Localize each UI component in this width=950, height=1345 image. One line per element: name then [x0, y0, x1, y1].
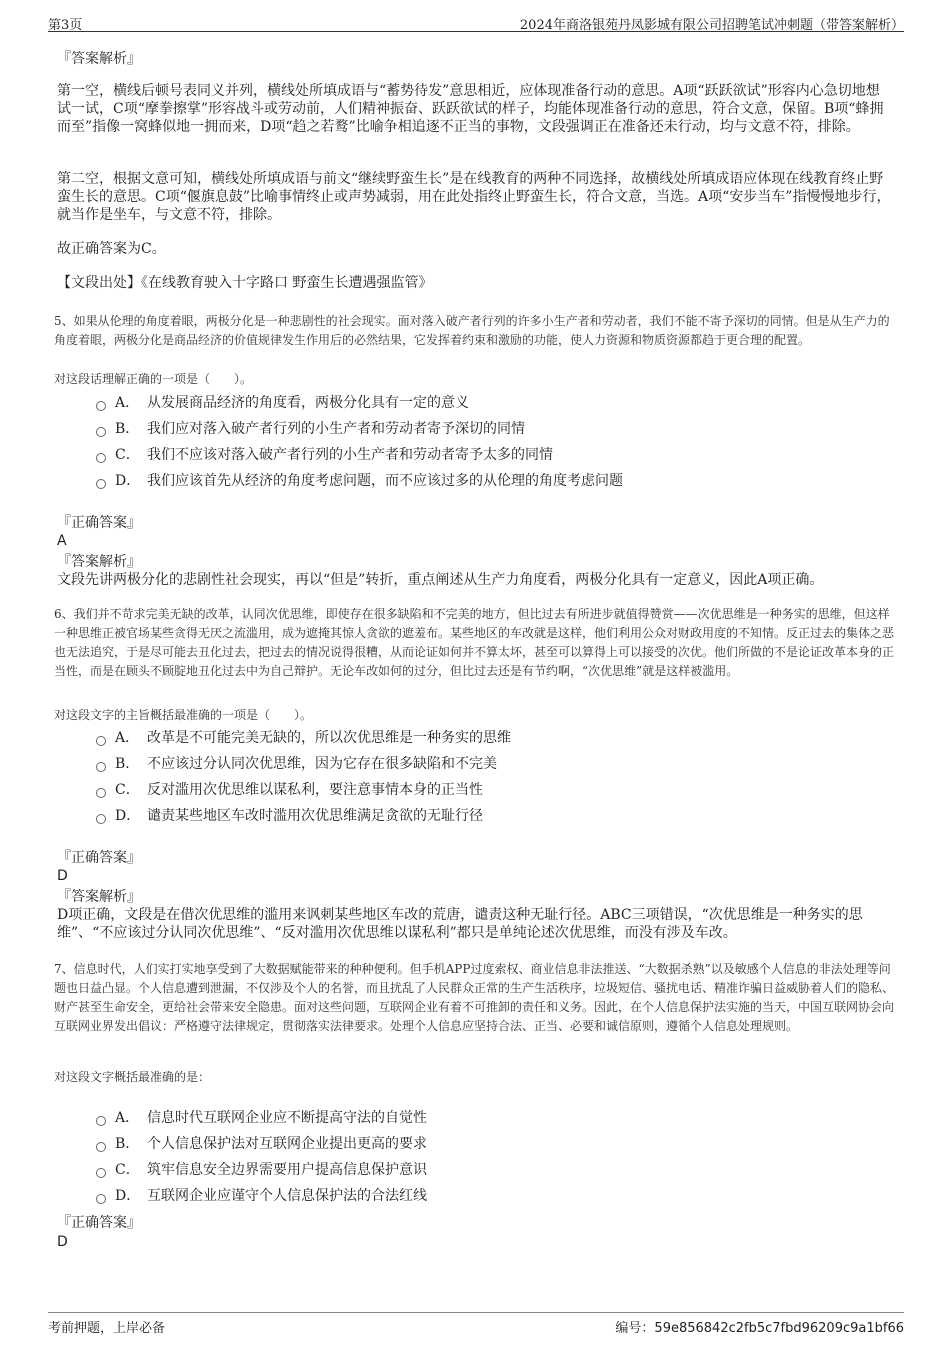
q5-answer: A — [57, 533, 67, 549]
q7-option-c[interactable]: C． 筑牢信息安全边界需要用户提高信息保护意识 — [96, 1160, 427, 1180]
radio-icon[interactable] — [96, 427, 106, 437]
page-footer — [48, 1312, 904, 1336]
q6-option-b[interactable]: B． 不应该过分认同次优思维，因为它存在很多缺陷和不完美 — [96, 754, 497, 774]
q6-option-c[interactable]: C． 反对滥用次优思维以谋私利，要注意事情本身的正当性 — [96, 780, 483, 800]
radio-icon[interactable] — [96, 1168, 106, 1178]
radio-icon[interactable] — [96, 1116, 106, 1126]
radio-icon[interactable] — [96, 401, 106, 411]
q7-stem: 7、信息时代，人们实打实地享受到了大数据赋能带来的种种便利。但手机APP过度索权、商业信息非法推送、“大数据杀熟”以及敏感个人信息的非法处理等问题也日益凸显。个人信息遭到泄漏，不仅涉及个人的名誉，而且扰乱了人民群众正常的生产生活秩序，垃圾短信、骚扰电话、精准诈骗日益威胁着人们的隐私、财产甚至生命安全，更给社会带来安全隐患。面对这些问题，互联网企业有着不可推卸的责任和义务。因此，在个人信息保护法实施的当天，中国互联网协会向互联网业界发出倡议：严格遵守法律规定，贯彻落实法律要求。处理个人信息应坚持合法、正当、必要和诚信原则，遵循个人信息处理规则。 — [54, 962, 895, 1033]
q5-option-c[interactable]: C． 我们不应该对落入破产者行列的小生产者和劳动者寄予太多的同情 — [96, 445, 553, 465]
radio-icon[interactable] — [96, 736, 106, 746]
page-header — [48, 8, 904, 32]
q6-option-d[interactable]: D． 谴责某些地区车改时滥用次优思维满足贪欲的无耻行径 — [96, 806, 483, 826]
radio-icon[interactable] — [96, 1194, 106, 1204]
q5-question: 对这段话理解正确的一项是（ ）。 — [54, 372, 253, 386]
q4-analysis-para2: 第二空，根据文意可知，横线处所填成语与前文“继续野蛮生长”是在线教育的两种不同选择，故横线处所填成语应体现在线教育终止野蛮生长的意思。C项“偃旗息鼓”比喻事情终止或声势减弱，用在此处指终止野蛮生长，符合文意，当选。A项“安步当车”指慢慢地步行，就当作是坐车，与文意不符，排除。 — [57, 171, 891, 223]
q5-option-d[interactable]: D． 我们应该首先从经济的角度考虑问题，而不应该过多的从伦理的角度考虑问题 — [96, 471, 623, 491]
q5-analysis: 文段先讲两极分化的悲剧性社会现实，再以“但是”转折，重点阐述从生产力角度看，两极分化具有一定意义，因此A项正确。 — [57, 572, 824, 588]
page-number: 第3页 — [48, 18, 83, 33]
q4-conclusion: 故正确答案为C。 — [57, 241, 166, 257]
q6-option-a[interactable]: A． 改革是不可能完美无缺的，所以次优思维是一种务实的思维 — [96, 728, 511, 748]
q7-option-b[interactable]: B． 个人信息保护法对互联网企业提出更高的要求 — [96, 1134, 427, 1154]
q6-analysis-title: 『答案解析』 — [57, 889, 141, 905]
q7-answer: D — [57, 1234, 68, 1250]
footer-slogan: 考前押题，上岸必备 — [48, 1321, 166, 1336]
q6-answer: D — [57, 868, 68, 884]
radio-icon[interactable] — [96, 814, 106, 824]
q4-source: 【文段出处】《在线教育驶入十字路口 野蛮生长遭遇强监管》 — [57, 275, 433, 291]
radio-icon[interactable] — [96, 453, 106, 463]
q7-question: 对这段文字概括最准确的是： — [54, 1070, 211, 1084]
q5-analysis-title: 『答案解析』 — [57, 554, 141, 570]
document-title: 2024年商洛银苑丹凤影城有限公司招聘笔试冲刺题（带答案解析） — [519, 18, 904, 33]
q5-option-a[interactable]: A． 从发展商品经济的角度看，两极分化具有一定的意义 — [96, 393, 469, 413]
radio-icon[interactable] — [96, 762, 106, 772]
q5-option-b[interactable]: B． 我们应对落入破产者行列的小生产者和劳动者寄予深切的同情 — [96, 419, 525, 439]
q6-answer-title: 『正确答案』 — [57, 850, 141, 866]
radio-icon[interactable] — [96, 1142, 106, 1152]
q4-analysis-title: 『答案解析』 — [57, 51, 141, 67]
q7-answer-title: 『正确答案』 — [57, 1215, 141, 1231]
footer-code: 编号：59e856842c2fb5c7fbd96209c9a1bf66 — [615, 1321, 904, 1336]
q6-stem: 6、我们并不苛求完美无缺的改革，认同次优思维，即使存在很多缺陷和不完美的地方，但比过去有所进步就值得赞赏——次优思维是一种务实的思维，但这样一种思维正被官场某些贪得无厌之流滥用，成为遮掩其惊人贪欲的遮羞布。某些地区的车改就是这样，他们利用公众对财政用度的不知情。反正过去的集体之恶也无法追究，于是尽可能去丑化过去，把过去的情况说得很糟，从而论证如何并不算太坏，甚至可以算得上可以接受的次优。他们所做的不是论证改革本身的正当性，而是在顾头不顾腚地丑化过去中为自己辩护。无论车改如何的过分，但比过去还是有节约啊，“次优思维”就是这样被滥用。 — [54, 607, 895, 678]
radio-icon[interactable] — [96, 479, 106, 489]
q5-stem: 5、如果从伦理的角度着眼，两极分化是一种悲剧性的社会现实。面对落入破产者行列的许多小生产者和劳动者，我们不能不寄予深切的同情。但是从生产力的角度着眼，两极分化是商品经济的价值规律发生作用后的必然结果，它发挥着约束和激励的功能，使人力资源和物质资源都趋于更合理的配置。 — [54, 314, 890, 347]
q5-answer-title: 『正确答案』 — [57, 515, 141, 531]
q7-option-d[interactable]: D． 互联网企业应谨守个人信息保护法的合法红线 — [96, 1186, 427, 1206]
q4-analysis-para1: 第一空，横线后顿号表同义并列，横线处所填成语与“蓄势待发”意思相近，应体现准备行动的意思。A项“跃跃欲试”形容内心急切地想试一试，C项“摩拳擦掌”形容战斗或劳动前，人们精神振奋、跃跃欲试的样子，均能体现准备行动的意思，符合文意，保留。B项“蜂拥而至”指像一窝蜂似地一拥而来，D项“趋之若鹜”比喻争相追逐不正当的事物，文段强调正在准备还未行动，均与文意不符，排除。 — [57, 83, 884, 135]
q6-analysis: D项正确，文段是在借次优思维的滥用来讽刺某些地区车改的荒唐，谴责这种无耻行径。ABC三项错误，“次优思维是一种务实的思维”、“不应该过分认同次优思维”、“反对滥用次优思维以谋私利”都只是单纯论述次优思维，而没有涉及车改。 — [57, 907, 863, 941]
q7-option-a[interactable]: A． 信息时代互联网企业应不断提高守法的自觉性 — [96, 1108, 427, 1128]
radio-icon[interactable] — [96, 788, 106, 798]
q6-question: 对这段文字的主旨概括最准确的一项是（ ）。 — [54, 708, 313, 722]
